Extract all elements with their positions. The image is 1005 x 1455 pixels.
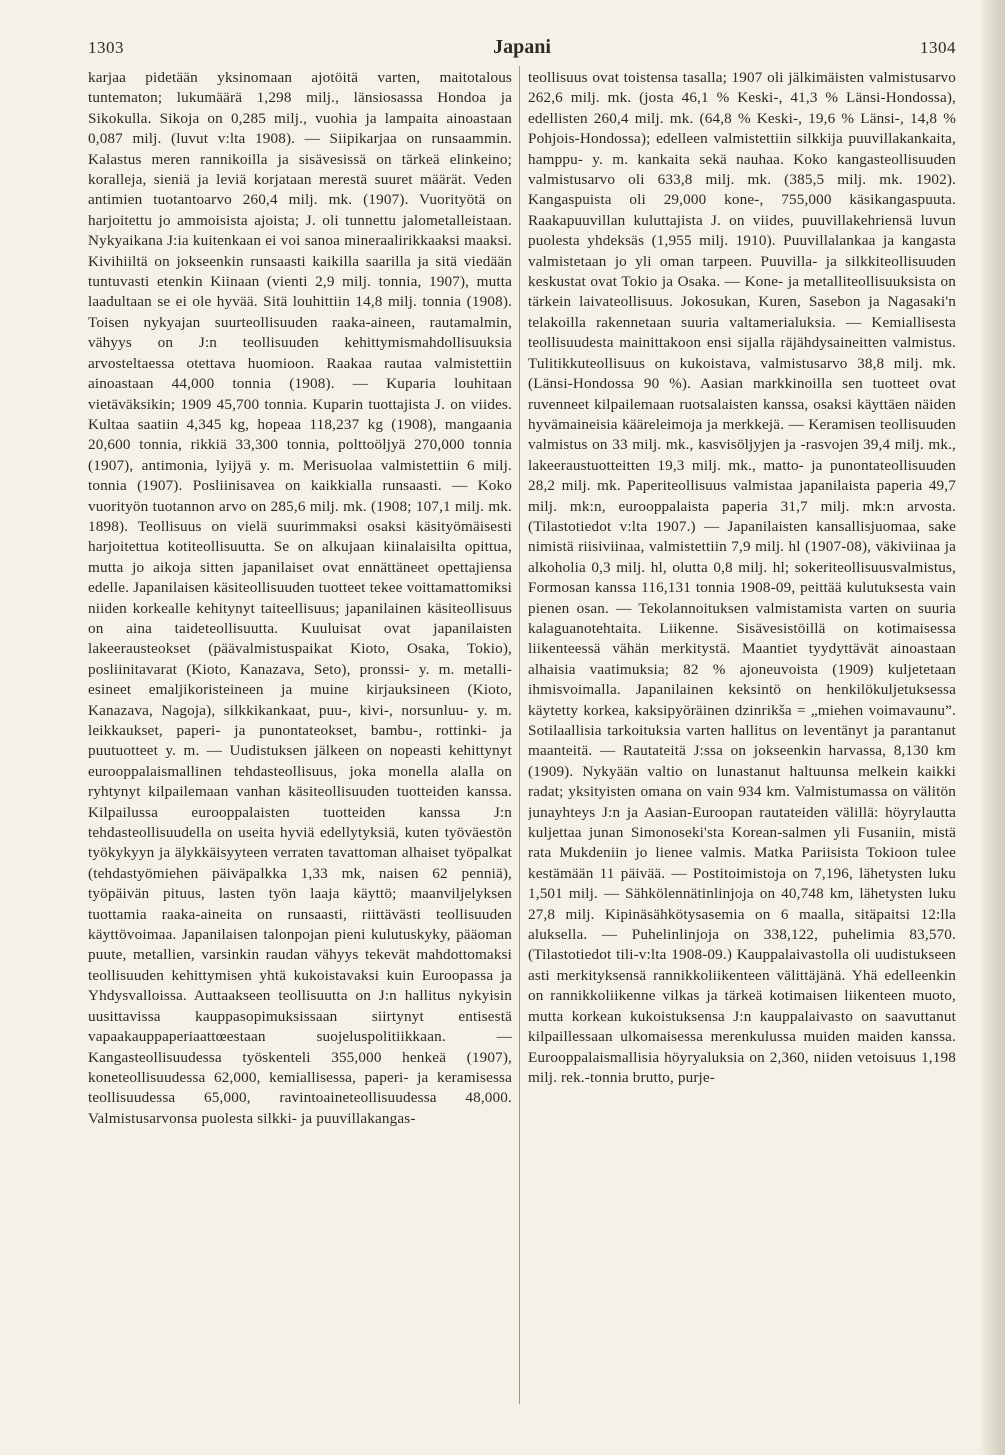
page-number-left: 1303 — [88, 38, 124, 57]
left-column — [88, 68, 512, 1408]
right-column — [528, 68, 956, 1408]
page-header — [88, 38, 956, 62]
column-divider — [519, 66, 520, 1404]
running-title: Japani — [493, 36, 551, 58]
right-column-text: teollisuus ovat toistensa tasalla; 1907 oli jälkimäisten valmistusarvo 262,6 milj. mk. (josta 46,1 % Keski-, 41,3 % Länsi-Hondossa), edellisten 260,4 milj. mk. (64,8 % Keski-, 19,6 % Länsi-, 14,8 % Pohjois-Hondossa); edelleen valmistettiin silkkija puuvillakankaita, hamppu- y. m. kankaita sekä nauhaa. Koko kangasteollisuuden valmistusarvo oli 633,8 milj. mk. (385,5 milj. mk. 1902). Kangaspuista oli 29,000 kone-, 755,000 käsikangaspuuta. Raakapuuvillan kuluttajista J. on viides, puuvillakehriensä luvun puolesta yhdeksäs (1,955 milj. 1910). Puuvillalankaa ja kangasta valmistetaan jo yli oman tarpeen. Puuvilla- ja silkkiteollisuuden keskustat ovat Tokio ja Osaka. — Kone- ja metalliteollisuuksista on tärkein laivateollisuus. Jokosukan, Kuren, Sasebon ja Nagasaki'n telakoilla rakennetaan suuria valtamerialuksia. — Kemiallisesta teollisuudesta mainittakoon ensi sijalla räjähdysaineitten valmistus. Tulitikkuteollisuus on kukoistava, valmistusarvo 38,8 milj. mk. (Länsi-Hondossa 90 %). Aasian markkinoilla sen tuotteet ovat ruvenneet kilpailemaan ruotsalaisten kanssa, osaksi käyttäen näiden hyvämaineisia kääreleimoja ja merkkejä. — Keramisen teollisuuden valmistus on 33 milj. mk., kasvisöljyjen ja -rasvojen 39,4 milj. mk., lakeeraustuotteitten 19,3 milj. mk., matto- ja punontateollisuuden 28,2 milj. mk. Paperiteollisuus valmistaa japanilaista paperia 49,7 milj. mk:n, eurooppalaista paperia 31,7 milj. mk:n arvosta. (Tilastotiedot v:lta 1907.) — Japanilaisten kansallisjuomaa, sake nimistä riisiviinaa, valmistettiin 7,9 milj. hl (1907-08), väkiviinaa ja alkoholia 0,3 milj. hl, olutta 0,8 milj. hl; sokeriteollisuusvalmistus, Formosan kanssa 116,131 tonnia 1908-09, peittää kulutuksesta vain pienen osan. — Tekolannoituksen valmistamista varten on suuria kalaguanotehtaita. Liikenne. Sisävesistöillä on kotimaisessa liikenteessä vähän merkitystä. Maantiet tyydyttävät ainoastaan alhaisia vaatimuksia; 82 % ajoneuvoista (1909) kuljetetaan ihmisvoimalla. Japanilainen keksintö on henkilökuljetuksessa käytetty korkea, kaksipyöräinen dzinrikša = „miehen voimavaunu”. Sotilaallisia tarkoituksia varten hallitus on leventänyt ja parantanut maanteitä. — Rautateitä J:ssa on jokseenkin harvassa, 8,130 km (1909). Nykyään valtio on lunastanut haltuunsa melkein kaikki radat; yksityisten omana on vain 934 km. Valmistumassa on välitön junayhteys J:n ja Aasian-Euroopan rautateiden välillä: höyrylautta kuljettaa junan Simonoseki'sta Korean-salmen yli Fusaniin, mistä rata Mukdeniin jo lienee valmis. Matka Pariisista Tokioon tulee kestämään 11 päivää. — Postitoimistoja on 7,196, lähetysten luku 1,501 milj. — Sähkölennätinlinjoja on 40,748 km, lähetysten luku 27,8 milj. Kipinäsähkötysasemia on 6 maalla, sitäpaitsi 12:lla aluksella. — Puhelinlinjoja on 338,122, puhelimia 83,570. (Tilastotiedot tili-v:lta 1908-09.) Kauppalaivastolla oli uudistukseen asti merkityksensä rannikkoliikenteen välittäjänä. Yhä edelleenkin on rannikkoliikenne vilkas ja tärkeä kotimaisen liikenteen muoto, mutta korkean kukoistuksensa J:n kauppalaivasto on saavuttanut kilpaillessaan ulkomaisessa merenkulussa muiden maiden kanssa. Eurooppalaismallisia höyryaluksia on 2,360, niiden vetoisuus 1,198 milj. rek.-tonnia brutto, purje- — [528, 69, 956, 1086]
left-column-text: karjaa pidetään yksinomaan ajotöitä varten, maitotalous tuntematon; lukumäärä 1,298 milj., länsiosassa Hondoa ja Sikokulla. Sikoja on 0,285 milj., vuohia ja lampaita ainoastaan 0,087 milj. (luvut v:lta 1908). — Siipikarjaa on runsaammin. Kalastus meren rannikoilla ja sisävesissä on tärkeä elinkeino; koralleja, sieniä ja leviä korjataan merestä suuret määrät. Veden antimien tuotantoarvo 260,4 milj. mk. (1907). Vuorityötä on harjoitettu jo ammoisista ajoista; J. oli tunnettu jalometalleistaan. Nykyaikana J:ia kuitenkaan ei voi sanoa mineraalirikkaaksi maaksi. Kivihiiltä on jokseenkin runsaasti kaikilla saarilla ja sitä viedään tuntuvasti etenkin Kiinaan (vienti 2,9 milj. tonnia, 1907), mutta laadultaan se ei ole hyvää. Sitä louhittiin 14,8 milj. tonnia (1908). Toisen nykyajan suurteollisuuden raaka-aineen, rautamalmin, vähyys on J:n teollisuuden kehittymismahdollisuuksia arvosteltaessa otettava huomioon. Raakaa rautaa valmistettiin ainoastaan 44,000 tonnia (1908). — Kuparia louhitaan vietäväksikin; 1909 45,700 tonnia. Kuparin tuottajista J. on viides. Kultaa saatiin 4,345 kg, hopeaa 118,237 kg (1908), mangaania 20,600 tonnia, rikkiä 33,300 tonnia, polttoöljyä 270,000 tonnia (1907), antimonia, lyijyä y. m. Merisuolaa valmistettiin 6 milj. tonnia (1907). Posliinisavea on kaikkialla runsaasti. — Koko vuorityön tuotannon arvo on 285,6 milj. mk. (1908; 107,1 milj. mk. 1898). Teollisuus on vielä suurimmaksi osaksi käsityömäisesti harjoitettua kotiteollisuutta. Se on alkujaan kiinalaisilta opittua, mutta jo aikoja sitten japanilaiset ovat ennättäneet opettajiensa edelle. Japanilaisen käsiteollisuuden tuotteet tekee voittamattomiksi niiden korkealle kehitynyt taiteellisuus; japanilainen käsiteollisuus on aina taideteollisuutta. Kuuluisat ovat japanilaisten lakeerausteokset (päävalmistuspaikat Kioto, Osaka, Tokio), posliinitavarat (Kioto, Kanazava, Seto), pronssi- y. m. metalli-esineet emaljikoristeineen ja muine kirjauksineen (Kioto, Kanazava, Nagoja), silkkikankaat, puu-, kivi-, norsunluu- y. m. leikkaukset, paperi- ja punontateokset, bambu-, rottinki- ja puutuotteet y. m. — Uudistuksen jälkeen on nopeasti kehittynyt eurooppalaismallinen tehdasteollisuus, joka monella alalla on ryhtynyt kilpailemaan vanhan käsiteollisuuden tuotteiden kanssa. Kilpailussa eurooppalaisten tuotteiden kanssa J:n tehdasteollisuudella on useita hyviä edellytyksiä, kuten työväestön työkykyyn ja älykkäisyyteen verraten tavattoman alhaiset työpalkat (tehdastyömiehen päiväpalkka 1,33 mk, naisen 62 penniä), työpäivän pituus, lasten työn laaja käyttö; maanviljelyksen tuottamia raaka-aineita on runsaasti, riittävästi teollisuuden käyttövoimaa. Japanilaisen talonpojan pieni kulutuskyky, pääoman puute, metallien, varsinkin raudan vähyys tekevät mahdottomaksi teollisuuden kehittymisen yhtä kukoistavaksi kuin Euroopassa ja Yhdysvalloissa. Auttaakseen teollisuutta on J:n hallitus nykyisin uusittavissa kauppasopimuksissaan siirtynyt entisestä vapaakauppaperiaattœestaan suojeluspolitiikkaan. — Kangasteollisuudessa työskenteli 355,000 henkeä (1907), koneteollisuudessa 62,000, kemiallisessa, paperi- ja keramisessa teollisuudessa 65,000, ravintoaineteollisuudessa 48,000. Valmistusarvonsa puolesta silkki- ja puuvillakangas- — [88, 69, 512, 1127]
page-edge-shadow — [979, 0, 1005, 1455]
page-number-right: 1304 — [920, 38, 956, 57]
